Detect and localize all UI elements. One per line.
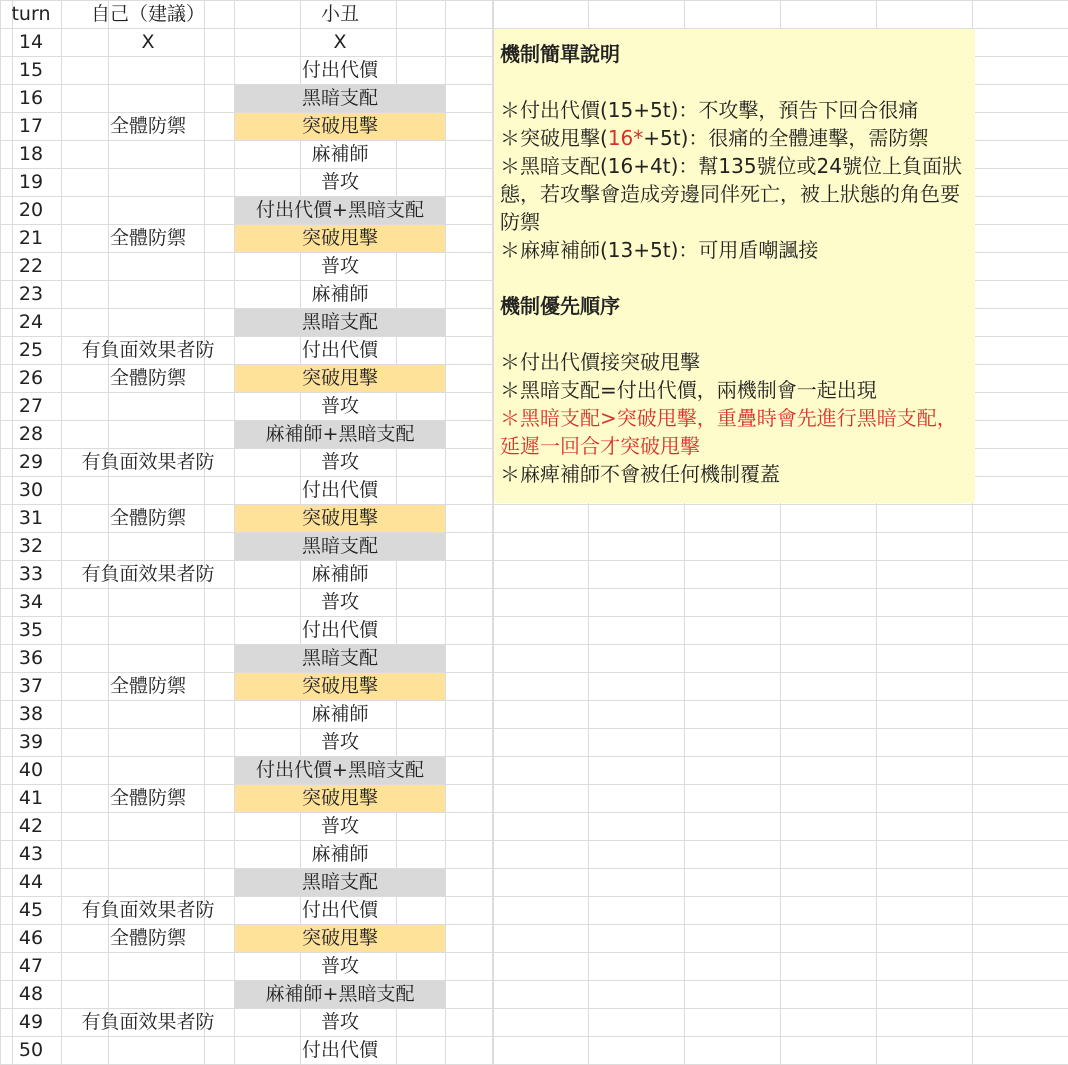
self-action-cell[interactable] <box>62 309 235 337</box>
turn-cell[interactable]: 18 <box>1 141 62 169</box>
empty-cell[interactable] <box>446 1 494 29</box>
boss-action-cell[interactable]: 付出代價+黑暗支配 <box>235 757 446 785</box>
self-action-cell[interactable]: 全體防禦 <box>62 505 235 533</box>
self-action-cell[interactable] <box>62 533 235 561</box>
empty-cell[interactable] <box>446 897 494 925</box>
boss-action-cell[interactable]: 突破甩擊 <box>235 365 446 393</box>
boss-action-cell[interactable]: 黑暗支配 <box>235 645 446 673</box>
table-row <box>1 645 494 673</box>
self-action-cell[interactable] <box>62 645 235 673</box>
self-action-cell[interactable] <box>62 393 235 421</box>
boss-action-cell[interactable]: 麻補師 <box>235 701 446 729</box>
boss-action-cell[interactable]: 突破甩擊 <box>235 225 446 253</box>
table-row <box>1 505 494 533</box>
boss-action-cell[interactable]: 突破甩擊 <box>235 113 446 141</box>
table-row <box>1 169 494 197</box>
boss-action-cell[interactable]: 黑暗支配 <box>235 869 446 897</box>
empty-cell[interactable] <box>446 85 494 113</box>
table-row <box>1 897 494 925</box>
boss-action-cell[interactable]: 付出代價 <box>235 897 446 925</box>
boss-action-cell[interactable]: 普攻 <box>235 449 446 477</box>
boss-action-cell[interactable]: 麻補師 <box>235 841 446 869</box>
turn-cell[interactable]: 40 <box>1 757 62 785</box>
self-action-cell[interactable] <box>62 253 235 281</box>
turn-cell[interactable]: 14 <box>1 29 62 57</box>
table-row <box>1 561 494 589</box>
self-action-cell[interactable] <box>62 981 235 1009</box>
turn-cell[interactable]: 36 <box>1 645 62 673</box>
self-action-cell[interactable] <box>62 85 235 113</box>
empty-cell[interactable] <box>446 393 494 421</box>
empty-cell[interactable] <box>446 197 494 225</box>
table-row <box>1 393 494 421</box>
note-title-mechanics: 機制簡單說明 <box>500 42 620 66</box>
empty-cell[interactable] <box>446 1037 494 1065</box>
self-action-cell[interactable] <box>62 1037 235 1065</box>
self-action-cell[interactable] <box>62 57 235 85</box>
header-boss[interactable]: 小丑 <box>235 1 446 29</box>
empty-cell[interactable] <box>446 813 494 841</box>
empty-cell[interactable] <box>446 365 494 393</box>
note-line: ＊付出代價(15+5t)：不攻擊，預告下回合很痛 <box>500 98 919 122</box>
turn-cell[interactable]: 26 <box>1 365 62 393</box>
empty-cell[interactable] <box>446 757 494 785</box>
empty-cell[interactable] <box>446 141 494 169</box>
table-row <box>1 533 494 561</box>
boss-action-cell[interactable]: 黑暗支配 <box>235 533 446 561</box>
empty-cell[interactable] <box>446 617 494 645</box>
table-row <box>1 85 494 113</box>
note-line: ＊麻痺補師(13+5t)：可用盾嘲諷接 <box>500 238 819 262</box>
turn-cell[interactable]: 41 <box>1 785 62 813</box>
empty-cell[interactable] <box>446 309 494 337</box>
boss-action-cell[interactable]: 普攻 <box>235 1009 446 1037</box>
boss-action-cell[interactable]: X <box>235 29 446 57</box>
boss-action-cell[interactable]: 普攻 <box>235 813 446 841</box>
turn-cell[interactable]: 29 <box>1 449 62 477</box>
turn-cell[interactable]: 17 <box>1 113 62 141</box>
turn-cell[interactable]: 31 <box>1 505 62 533</box>
self-action-cell[interactable] <box>62 617 235 645</box>
empty-cell[interactable] <box>446 533 494 561</box>
boss-action-cell[interactable]: 黑暗支配 <box>235 85 446 113</box>
turn-cell[interactable]: 45 <box>1 897 62 925</box>
boss-action-cell[interactable]: 普攻 <box>235 169 446 197</box>
turn-cell[interactable]: 24 <box>1 309 62 337</box>
boss-action-cell[interactable]: 麻補師 <box>235 141 446 169</box>
turn-cell[interactable]: 33 <box>1 561 62 589</box>
table-row <box>1 701 494 729</box>
note-line: ＊黑暗支配(16+4t)：幫135號位或24號位上負面狀態，若攻擊會造成旁邊同伴死亡，被上狀態的角色要防禦 <box>500 154 963 234</box>
table-row <box>1 953 494 981</box>
turn-cell[interactable]: 48 <box>1 981 62 1009</box>
empty-cell[interactable] <box>446 729 494 757</box>
turn-cell[interactable]: 27 <box>1 393 62 421</box>
note-line: ＊黑暗支配=付出代價，兩機制會一起出現 <box>500 378 877 402</box>
self-action-cell[interactable]: X <box>62 29 235 57</box>
self-action-cell[interactable] <box>62 729 235 757</box>
empty-cell[interactable] <box>446 869 494 897</box>
empty-cell[interactable] <box>446 841 494 869</box>
turn-cell[interactable]: 28 <box>1 421 62 449</box>
boss-action-cell[interactable]: 付出代價 <box>235 617 446 645</box>
header-self[interactable]: 自己（建議） <box>62 1 235 29</box>
turn-cell[interactable]: 39 <box>1 729 62 757</box>
boss-action-cell[interactable]: 麻補師+黑暗支配 <box>235 421 446 449</box>
self-action-cell[interactable] <box>62 141 235 169</box>
note-line: ＊麻痺補師不會被任何機制覆蓋 <box>500 462 780 486</box>
empty-cell[interactable] <box>446 29 494 57</box>
table-row <box>1 925 494 953</box>
header-turn[interactable]: turn <box>1 1 62 29</box>
empty-cell[interactable] <box>446 673 494 701</box>
turn-cell[interactable]: 25 <box>1 337 62 365</box>
empty-cell[interactable] <box>446 645 494 673</box>
self-action-cell[interactable]: 有負面效果者防 <box>62 1009 235 1037</box>
boss-action-cell[interactable]: 普攻 <box>235 393 446 421</box>
note-line-red: ＊黑暗支配>突破甩擊，重疊時會先進行黑暗支配，延遲一回合才突破甩擊 <box>500 406 957 458</box>
self-action-cell[interactable] <box>62 869 235 897</box>
empty-cell[interactable] <box>446 253 494 281</box>
turn-cell[interactable]: 37 <box>1 673 62 701</box>
empty-cell[interactable] <box>446 505 494 533</box>
table-row <box>1 421 494 449</box>
turn-cell[interactable]: 46 <box>1 925 62 953</box>
table-row <box>1 281 494 309</box>
empty-cell[interactable] <box>446 1009 494 1037</box>
boss-action-cell[interactable]: 付出代價 <box>235 477 446 505</box>
turn-table <box>0 0 494 1065</box>
self-action-cell[interactable]: 全體防禦 <box>62 113 235 141</box>
empty-cell[interactable] <box>446 449 494 477</box>
empty-cell[interactable] <box>446 281 494 309</box>
empty-cell[interactable] <box>446 785 494 813</box>
header-row <box>1 1 494 29</box>
boss-action-cell[interactable]: 突破甩擊 <box>235 673 446 701</box>
table-row <box>1 785 494 813</box>
boss-action-cell[interactable]: 普攻 <box>235 953 446 981</box>
self-action-cell[interactable]: 全體防禦 <box>62 225 235 253</box>
empty-cell[interactable] <box>446 925 494 953</box>
table-row <box>1 1037 494 1065</box>
empty-cell[interactable] <box>446 169 494 197</box>
table-row <box>1 225 494 253</box>
turn-cell[interactable]: 34 <box>1 589 62 617</box>
table-row <box>1 981 494 1009</box>
table-row <box>1 617 494 645</box>
empty-cell[interactable] <box>446 701 494 729</box>
empty-cell[interactable] <box>446 57 494 85</box>
self-action-cell[interactable] <box>62 197 235 225</box>
self-action-cell[interactable] <box>62 477 235 505</box>
note-line: ＊付出代價接突破甩擊 <box>500 350 700 374</box>
mechanics-note[interactable] <box>494 29 975 503</box>
table-row <box>1 141 494 169</box>
note-red-text: 16* <box>607 126 644 150</box>
note-title-priority: 機制優先順序 <box>500 294 620 318</box>
self-action-cell[interactable] <box>62 701 235 729</box>
empty-cell[interactable] <box>446 337 494 365</box>
boss-action-cell[interactable]: 麻補師 <box>235 561 446 589</box>
turn-cell[interactable]: 38 <box>1 701 62 729</box>
table-row <box>1 673 494 701</box>
table-row <box>1 1009 494 1037</box>
self-action-cell[interactable] <box>62 813 235 841</box>
boss-action-cell[interactable]: 突破甩擊 <box>235 925 446 953</box>
table-row <box>1 365 494 393</box>
empty-cell[interactable] <box>446 113 494 141</box>
turn-cell[interactable]: 42 <box>1 813 62 841</box>
turn-cell[interactable]: 47 <box>1 953 62 981</box>
boss-action-cell[interactable]: 付出代價 <box>235 57 446 85</box>
table-row <box>1 869 494 897</box>
self-action-cell[interactable]: 有負面效果者防 <box>62 337 235 365</box>
turn-cell[interactable]: 23 <box>1 281 62 309</box>
turn-cell[interactable]: 15 <box>1 57 62 85</box>
table-row <box>1 757 494 785</box>
table-row <box>1 57 494 85</box>
turn-cell[interactable]: 49 <box>1 1009 62 1037</box>
self-action-cell[interactable]: 全體防禦 <box>62 673 235 701</box>
empty-cell[interactable] <box>446 589 494 617</box>
boss-action-cell[interactable]: 黑暗支配 <box>235 309 446 337</box>
table-row <box>1 197 494 225</box>
turn-cell[interactable]: 22 <box>1 253 62 281</box>
boss-action-cell[interactable]: 麻補師 <box>235 281 446 309</box>
boss-action-cell[interactable]: 普攻 <box>235 589 446 617</box>
turn-cell[interactable]: 35 <box>1 617 62 645</box>
empty-cell[interactable] <box>446 561 494 589</box>
table-row <box>1 113 494 141</box>
turn-cell[interactable]: 44 <box>1 869 62 897</box>
empty-cell[interactable] <box>446 225 494 253</box>
self-action-cell[interactable]: 全體防禦 <box>62 365 235 393</box>
table-row <box>1 253 494 281</box>
self-action-cell[interactable]: 有負面效果者防 <box>62 897 235 925</box>
turn-cell[interactable]: 43 <box>1 841 62 869</box>
table-row <box>1 309 494 337</box>
empty-cell[interactable] <box>446 477 494 505</box>
turn-cell[interactable]: 30 <box>1 477 62 505</box>
turn-cell[interactable]: 32 <box>1 533 62 561</box>
empty-cell[interactable] <box>446 421 494 449</box>
turn-cell[interactable]: 50 <box>1 1037 62 1065</box>
empty-cell[interactable] <box>446 981 494 1009</box>
self-action-cell[interactable]: 有負面效果者防 <box>62 449 235 477</box>
table-row <box>1 337 494 365</box>
table-row <box>1 449 494 477</box>
turn-cell[interactable]: 19 <box>1 169 62 197</box>
self-action-cell[interactable]: 全體防禦 <box>62 785 235 813</box>
table-row <box>1 813 494 841</box>
self-action-cell[interactable] <box>62 589 235 617</box>
table-row <box>1 841 494 869</box>
note-line: ＊突破甩擊(16*+5t)：很痛的全體連擊，需防禦 <box>500 126 929 150</box>
table-row <box>1 729 494 757</box>
self-action-cell[interactable] <box>62 841 235 869</box>
boss-action-cell[interactable]: 付出代價 <box>235 337 446 365</box>
self-action-cell[interactable] <box>62 953 235 981</box>
boss-action-cell[interactable]: 付出代價 <box>235 1037 446 1065</box>
self-action-cell[interactable]: 全體防禦 <box>62 925 235 953</box>
self-action-cell[interactable] <box>62 281 235 309</box>
self-action-cell[interactable] <box>62 421 235 449</box>
boss-action-cell[interactable]: 付出代價+黑暗支配 <box>235 197 446 225</box>
boss-action-cell[interactable]: 普攻 <box>235 253 446 281</box>
table-row <box>1 589 494 617</box>
boss-action-cell[interactable]: 突破甩擊 <box>235 505 446 533</box>
boss-action-cell[interactable]: 突破甩擊 <box>235 785 446 813</box>
turn-cell[interactable]: 21 <box>1 225 62 253</box>
empty-cell[interactable] <box>446 953 494 981</box>
table-row <box>1 29 494 57</box>
self-action-cell[interactable]: 有負面效果者防 <box>62 561 235 589</box>
turn-cell[interactable]: 16 <box>1 85 62 113</box>
boss-action-cell[interactable]: 普攻 <box>235 729 446 757</box>
turn-cell[interactable]: 20 <box>1 197 62 225</box>
self-action-cell[interactable] <box>62 757 235 785</box>
boss-action-cell[interactable]: 麻補師+黑暗支配 <box>235 981 446 1009</box>
table-row <box>1 477 494 505</box>
self-action-cell[interactable] <box>62 169 235 197</box>
